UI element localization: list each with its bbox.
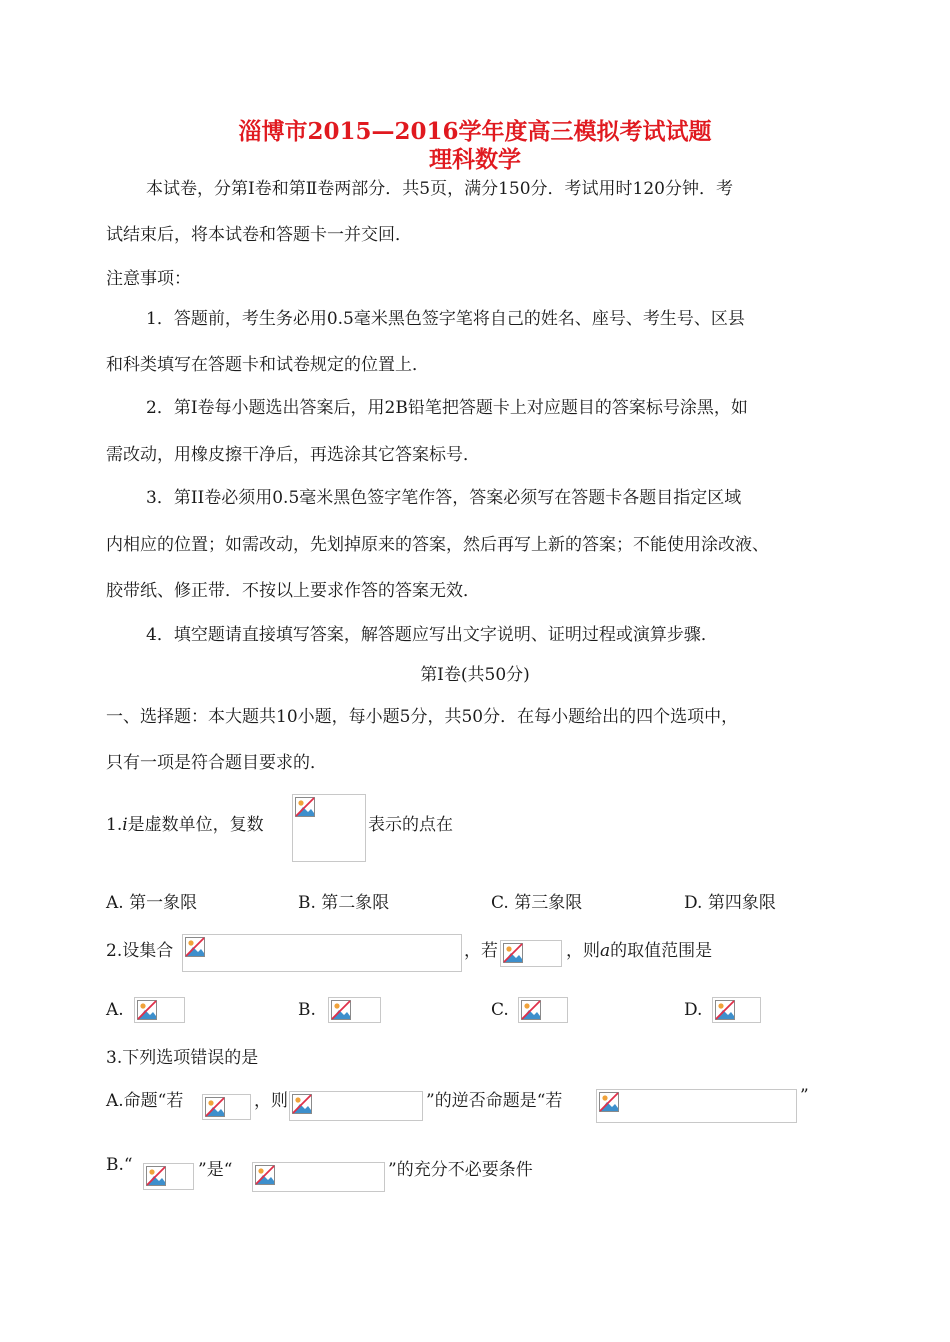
q1-option-c: C. 第三象限 <box>491 893 583 913</box>
section-desc-b: 只有一项是符合题目要求的． <box>106 753 327 773</box>
q1-text-b: 表示的点在 <box>368 815 453 835</box>
broken-image-icon <box>295 797 315 817</box>
notice-item-1a: 1．答题前，考生务必用0.5毫米黑色签字笔将自己的姓名、座号、考生号、区县 <box>146 309 745 329</box>
broken-image-icon <box>137 1000 157 1020</box>
broken-image-icon <box>205 1097 225 1117</box>
q3-b-text-3: ”的充分不必要条件 <box>388 1160 533 1180</box>
q2-tail <box>566 936 712 961</box>
q2-option-b-label: B. <box>298 1000 316 1020</box>
q2-option-c-label: C. <box>491 1000 509 1020</box>
notice-item-3c: 胶带纸、修正带．不按以上要求作答的答案无效． <box>106 581 480 601</box>
q2-text-d: 的取值范围是 <box>610 941 713 961</box>
broken-image-icon <box>185 937 205 957</box>
q2-option-b-image <box>328 997 381 1023</box>
q1-option-b: B. 第二象限 <box>298 893 390 913</box>
intro-line-1: 本试卷，分第Ⅰ卷和第Ⅱ卷两部分．共5页，满分150分．考试用时120分钟．考 <box>146 179 733 199</box>
q3-b-image-1 <box>143 1163 194 1190</box>
q3-a-image-1 <box>202 1094 251 1120</box>
q2-option-c-image <box>518 997 568 1023</box>
q2-option-a-label: A. <box>106 1000 124 1020</box>
notice-item-3a: 3．第II卷必须用0.5毫米黑色签字笔作答，答案必须写在答题卡各题目指定区域 <box>146 488 742 508</box>
q3-b-text-2: ”是“ <box>198 1160 233 1180</box>
q2-condition-image <box>500 940 562 967</box>
notice-heading: 注意事项： <box>106 269 191 289</box>
broken-image-icon <box>715 1000 735 1020</box>
q1-stem <box>106 810 264 835</box>
notice-item-1b: 和科类填写在答题卡和试卷规定的位置上． <box>106 355 429 375</box>
q2-set-image <box>182 934 462 972</box>
q3-b-image-2 <box>252 1162 385 1192</box>
q3-a-text-2: ，则 <box>254 1091 288 1111</box>
q3-stem: 3.下列选项错误的是 <box>106 1048 259 1068</box>
q2-text-a: 2.设集合 <box>106 941 174 961</box>
q2-text-b: ，若 <box>464 941 498 961</box>
broken-image-icon <box>292 1094 312 1114</box>
q1-number: 1. <box>106 815 123 835</box>
q3-a-image-3 <box>596 1089 797 1123</box>
q3-a-text-4: ” <box>800 1086 809 1106</box>
q1-option-a: A. 第一象限 <box>106 893 198 913</box>
notice-item-2a: 2．第Ⅰ卷每小题选出答案后，用2B铅笔把答题卡上对应题目的答案标号涂黑，如 <box>146 398 748 418</box>
broken-image-icon <box>146 1166 166 1186</box>
intro-line-2: 试结束后，将本试卷和答题卡一并交回． <box>106 225 412 245</box>
q3-a-text-1: A.命题“若 <box>106 1091 184 1111</box>
broken-image-icon <box>599 1092 619 1112</box>
q3-b-text-1: B.“ <box>106 1155 133 1175</box>
q2-option-d-image <box>712 997 761 1023</box>
section-desc-a: 一、选择题：本大题共10小题，每小题5分，共50分．在每小题给出的四个选项中， <box>106 707 739 727</box>
q1-formula-image <box>292 794 366 862</box>
broken-image-icon <box>331 1000 351 1020</box>
q1-imaginary-unit: i <box>122 815 128 835</box>
exam-subtitle: 理科数学 <box>429 146 521 173</box>
broken-image-icon <box>255 1165 275 1185</box>
q2-text-c: ，则 <box>566 941 600 961</box>
q2-variable: a <box>600 941 611 961</box>
q3-a-text-3: ”的逆否命题是“若 <box>426 1091 563 1111</box>
q1-option-d: D. 第四象限 <box>684 893 776 913</box>
notice-item-3b: 内相应的位置；如需改动，先划掉原来的答案，然后再写上新的答案；不能使用涂改液、 <box>106 535 769 555</box>
section-title: 第Ⅰ卷(共50分) <box>420 665 530 685</box>
notice-item-2b: 需改动，用橡皮擦干净后，再选涂其它答案标号． <box>106 445 480 465</box>
exam-title: 淄博市2015—2016学年度高三模拟考试试题 <box>238 118 712 145</box>
q1-text-a: 是虚数单位，复数 <box>127 815 264 835</box>
notice-item-4: 4．填空题请直接填写答案，解答题应写出文字说明、证明过程或演算步骤． <box>146 625 718 645</box>
q2-option-d-label: D. <box>684 1000 703 1020</box>
q2-option-a-image <box>134 997 185 1023</box>
broken-image-icon <box>503 943 523 963</box>
q3-a-image-2 <box>289 1091 423 1121</box>
broken-image-icon <box>521 1000 541 1020</box>
